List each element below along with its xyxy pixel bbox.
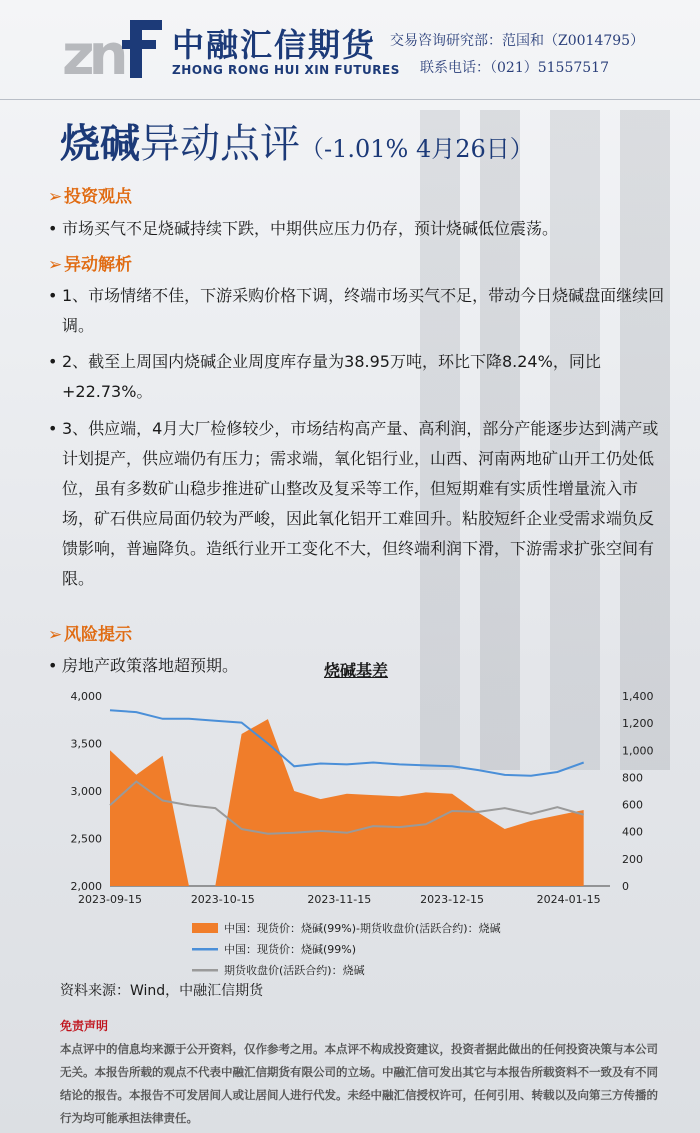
- arrow-icon: ➢: [48, 255, 63, 275]
- x-tick-label: 2024-01-15: [536, 893, 601, 906]
- bullet-icon: •: [48, 286, 58, 305]
- title-product: 烧碱: [60, 120, 140, 167]
- bullet-icon: •: [48, 656, 58, 675]
- logo-english: ZHONG RONG HUI XIN FUTURES: [172, 63, 400, 77]
- section-view: [48, 182, 132, 207]
- view-item: • 市场买气不足烧碱持续下跌，中期供应压力仍存，预计烧碱低位震荡。: [48, 214, 668, 244]
- risk-item: • 房地产政策落地超预期。: [48, 651, 348, 681]
- y-left-tick-label: 3,500: [70, 737, 102, 751]
- arrow-icon: ➢: [48, 187, 63, 207]
- svg-text:zn: zn: [62, 23, 123, 78]
- disclaimer-title: 免责声明: [60, 1019, 109, 1033]
- series-basis-area: [110, 719, 584, 886]
- analysis-item-1: • 1、市场情绪不佳，下游采购价格下调，终端市场买气不足，带动今日烧碱盘面继续回调。: [48, 281, 668, 341]
- legend-item-futures: 期货收盘价(活跃合约)：烧碱: [192, 962, 365, 978]
- y-left-tick-label: 2,500: [70, 832, 102, 846]
- logo-text: 中融汇信期货: [172, 26, 377, 64]
- legend-item-spot: 中国：现货价：烧碱(99%): [192, 941, 356, 957]
- x-tick-label: 2023-10-15: [190, 893, 255, 906]
- x-tick-label: 2023-11-15: [307, 893, 372, 906]
- y-right-tick-label: 1,400: [622, 690, 654, 703]
- y-right-tick-label: 200: [622, 852, 643, 866]
- section-view-label: 投资观点: [64, 187, 132, 207]
- bullet-icon: •: [48, 219, 58, 238]
- series-spot-line: [110, 710, 584, 776]
- bullet-icon: •: [48, 419, 58, 438]
- basis-chart: [44, 682, 684, 907]
- y-left-tick-label: 2,000: [70, 880, 102, 893]
- chart-title: 烧碱基差: [324, 661, 389, 680]
- analysis-item-2: • 2、截至上周国内烧碱企业周度库存量为38.95万吨，环比下降8.24%，同比+22.73%。: [48, 347, 668, 407]
- y-right-tick-label: 0: [622, 880, 629, 893]
- y-right-tick-label: 400: [622, 825, 643, 839]
- x-tick-label: 2023-12-15: [420, 893, 485, 906]
- legend-swatch-line: [192, 965, 218, 975]
- y-right-tick-label: 1,000: [622, 744, 654, 758]
- bullet-icon: •: [48, 352, 58, 371]
- y-right-tick-label: 1,200: [622, 717, 654, 731]
- arrow-icon: ➢: [48, 625, 63, 645]
- contact-phone: 联系电话：（021）51557517: [420, 60, 609, 76]
- logo-mark-icon: [62, 14, 172, 78]
- x-tick-label: 2023-09-15: [78, 893, 142, 906]
- section-analysis-label: 异动解析: [64, 255, 132, 275]
- legend-swatch-line: [192, 944, 218, 954]
- page-title: [60, 112, 534, 169]
- analysis-item-3: • 3、供应端，4月大厂检修较少，市场结构高产量、高利润，部分产能逐步达到满产或计划提产，供应端仍有压力；需求端，氧化铝行业，山西、河南两地矿山开工仍处低位，虽有多数矿山稳步推进矿山整改及复采等工作，但短期难有实质性增量流入市场，矿石供应局面仍较为严峻，因此氧化铝开工难回升。粘胶短纤企业受需求端负反馈影响，普遍降负。造纸行业开工变化不大，但终端利润下滑，下游需求扩张空间有限。: [48, 414, 668, 594]
- y-left-tick-label: 3,000: [70, 785, 102, 798]
- section-risk-label: 风险提示: [64, 625, 132, 645]
- disclaimer-text: 本点评中的信息均来源于公开资料，仅作参考之用。本点评不构成投资建议，投资者据此做出的任何投资决策与本公司无关。本报告所载的观点不代表中融汇信期货有限公司的立场。中融汇信可发出其它与本报告所载资料不一致及有不同结论的报告。本报告不可发居间人或让居间人进行代发。未经中融汇信授权许可，任何引用、转载以及向第三方传播的行为均可能承担法律责任。: [60, 1042, 658, 1125]
- title-main: 异动点评: [140, 121, 300, 167]
- section-analysis: [48, 250, 132, 275]
- legend-swatch-area: [192, 923, 218, 933]
- y-right-tick-label: 600: [622, 798, 643, 812]
- source-note: 资料来源：Wind，中融汇信期货: [60, 983, 264, 999]
- section-risk: [48, 620, 132, 645]
- header-divider: [0, 99, 700, 100]
- contact-department: 交易咨询研究部：范国和（Z0014795）: [390, 33, 645, 49]
- header: [0, 0, 700, 100]
- y-left-tick-label: 4,000: [70, 690, 102, 703]
- title-sub: （-1.01% 4月26日）: [300, 135, 534, 163]
- legend-item-basis: 中国：现货价：烧碱(99%)-期货收盘价(活跃合约)：烧碱: [192, 920, 501, 936]
- y-right-tick-label: 800: [622, 771, 643, 785]
